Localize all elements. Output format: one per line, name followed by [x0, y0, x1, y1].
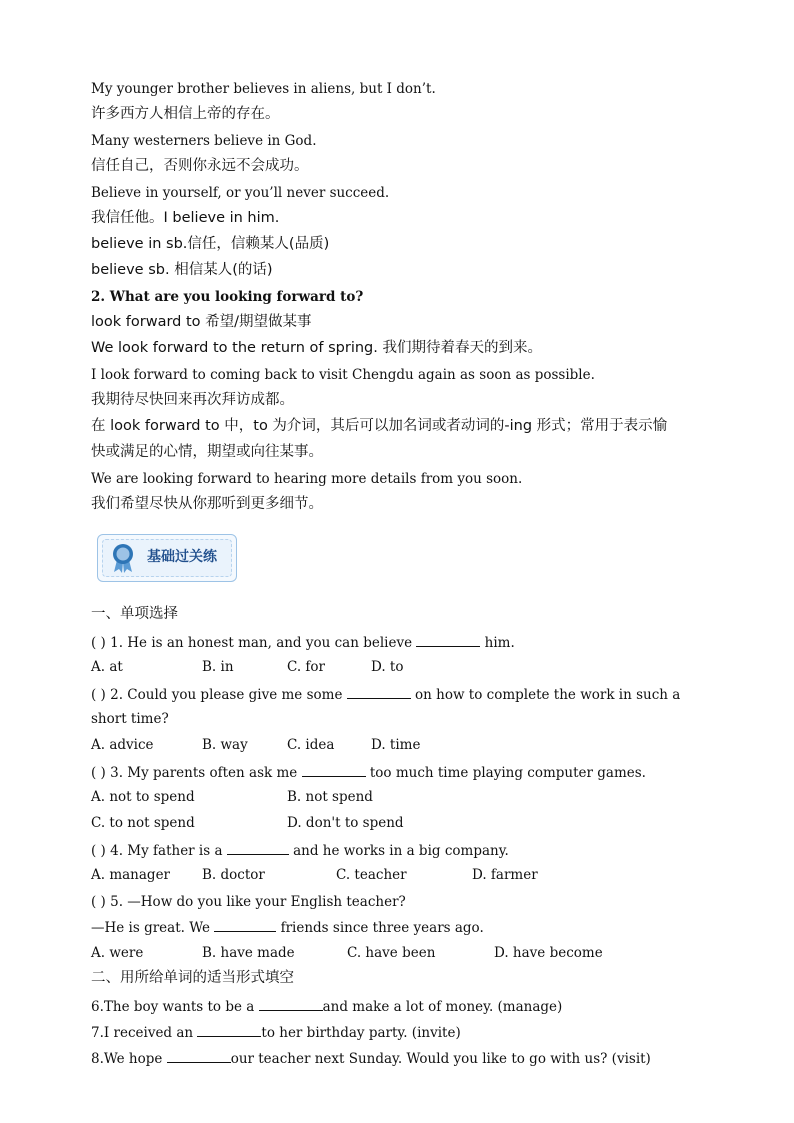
- option[interactable]: B. way: [202, 737, 248, 753]
- option[interactable]: C. teacher: [336, 867, 407, 883]
- section-title: 二、用所给单词的适当形式填空: [91, 970, 294, 986]
- option[interactable]: C. have been: [347, 945, 436, 961]
- note-line: look forward to 希望/期望做某事: [91, 314, 312, 330]
- question-4: ( ) 4. My father is a and he works in a big company.: [91, 840, 509, 861]
- option[interactable]: B. doctor: [202, 867, 265, 883]
- note-line: I look forward to coming back to visit Chengdu again as soon as possible.: [91, 367, 595, 383]
- note-line: 我们希望尽快从你那听到更多细节。: [91, 496, 323, 512]
- option[interactable]: B. not spend: [287, 789, 373, 805]
- question-1: ( ) 1. He is an honest man, and you can believe him.: [91, 632, 515, 653]
- question-8: 8.We hope our teacher next Sunday. Would you like to go with us? (visit): [91, 1048, 651, 1069]
- note-line: 快或满足的心情，期望或向往某事。: [91, 444, 323, 460]
- section-title: 一、单项选择: [91, 606, 178, 622]
- question-2: ( ) 2. Could you please give me some on how to complete the work in such a: [91, 684, 680, 705]
- note-line: 信任自己，否则你永远不会成功。: [91, 158, 309, 174]
- section-badge: [97, 534, 237, 582]
- note-line: We are looking forward to hearing more details from you soon.: [91, 471, 523, 487]
- option[interactable]: B. have made: [202, 945, 295, 961]
- note-line: 我期待尽快回来再次拜访成都。: [91, 392, 294, 408]
- option[interactable]: A. at: [91, 659, 123, 675]
- note-line: 在 look forward to 中，to 为介词，其后可以加名词或者动词的-ing 形式；常用于表示愉: [91, 418, 668, 434]
- option[interactable]: D. have become: [494, 945, 603, 961]
- option[interactable]: C. idea: [287, 737, 335, 753]
- note-line: believe in sb.信任，信赖某人(品质): [91, 236, 330, 252]
- answer-blank[interactable]: [167, 1048, 231, 1063]
- answer-blank[interactable]: [197, 1022, 261, 1037]
- option[interactable]: C. to not spend: [91, 815, 195, 831]
- question-5: ( ) 5. —How do you like your English teacher?: [91, 894, 406, 910]
- badge-label: 基础过关练: [147, 549, 217, 565]
- answer-blank[interactable]: [302, 762, 366, 777]
- answer-blank[interactable]: [214, 917, 276, 932]
- medal-icon: [110, 542, 136, 574]
- note-line: believe sb. 相信某人(的话): [91, 262, 273, 278]
- note-line: 许多西方人相信上帝的存在。: [91, 106, 280, 122]
- note-line: Believe in yourself, or you’ll never succeed.: [91, 185, 390, 201]
- question-3: ( ) 3. My parents often ask me too much time playing computer games.: [91, 762, 646, 783]
- option[interactable]: C. for: [287, 659, 326, 675]
- answer-blank[interactable]: [347, 684, 411, 699]
- question-5-cont: —He is great. We friends since three years ago.: [91, 917, 484, 938]
- option[interactable]: A. not to spend: [91, 789, 195, 805]
- option[interactable]: D. to: [371, 659, 404, 675]
- option[interactable]: D. don't to spend: [287, 815, 404, 831]
- note-line: 我信任他。I believe in him.: [91, 210, 280, 226]
- note-line: We look forward to the return of spring. 我们期待着春天的到来。: [91, 340, 542, 356]
- note-line: Many westerners believe in God.: [91, 133, 317, 149]
- note-line: My younger brother believes in aliens, but I don’t.: [91, 81, 436, 97]
- option[interactable]: A. advice: [91, 737, 154, 753]
- question-2-cont: short time?: [91, 711, 169, 727]
- option[interactable]: D. farmer: [472, 867, 538, 883]
- answer-blank[interactable]: [416, 632, 480, 647]
- section-heading: 2. What are you looking forward to?: [91, 289, 364, 305]
- answer-blank[interactable]: [227, 840, 289, 855]
- option[interactable]: A. manager: [91, 867, 171, 883]
- answer-blank[interactable]: [259, 996, 323, 1011]
- option[interactable]: A. were: [91, 945, 144, 961]
- option[interactable]: B. in: [202, 659, 234, 675]
- question-7: 7.I received an to her birthday party. (invite): [91, 1022, 461, 1043]
- option[interactable]: D. time: [371, 737, 421, 753]
- question-6: 6.The boy wants to be a and make a lot of money. (manage): [91, 996, 562, 1017]
